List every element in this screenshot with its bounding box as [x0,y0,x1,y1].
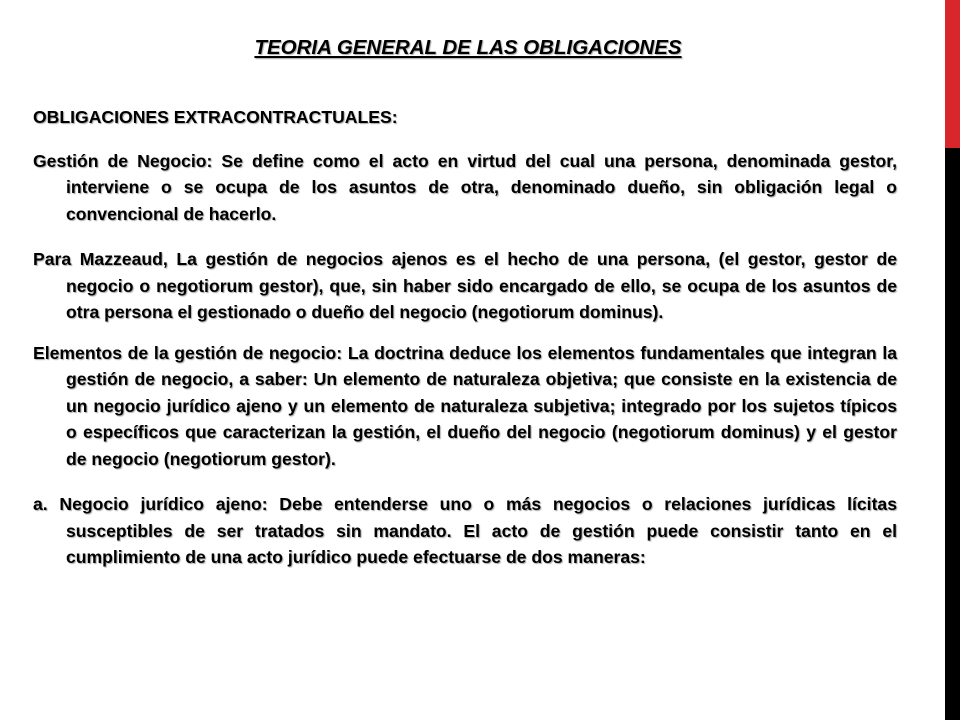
section-subheading: OBLIGACIONES EXTRACONTRACTUALES: [33,107,398,127]
slide-body [33,104,897,585]
side-accent-red-segment [945,0,960,148]
paragraph-mazzeaud: Para Mazzeaud, La gestión de negocios ajenos es el hecho de una persona, (el gestor, gestor de negocio o negotiorum gestor), que, sin haber sido encargado de ello, se ocupa de los asuntos de otra persona el gestionado o dueño del negocio (negotiorum dominus). [33,249,897,322]
slide-title: TEORIA GENERAL DE LAS OBLIGACIONES [254,36,682,59]
side-accent-bar [945,0,960,720]
paragraph-gestion-de-negocio: Gestión de Negocio: Se define como el acto en virtud del cual una persona, denominada gestor, interviene o se ocupa de los asuntos de otra, denominado dueño, sin obligación legal o convencional de hacerlo. [33,150,897,224]
paragraph-elementos: Elementos de la gestión de negocio: La doctrina deduce los elementos fundamentales que integran la gestión de negocio, a saber: Un elemento de naturaleza objetiva; que consiste en la existencia de un negocio jurídico ajeno y un elemento de naturaleza subjetiva; integrado por los sujetos típicos o específicos que caracterizan la gestión, el dueño del negocio (negotiorum dominus) y el gestor de negocio (negotiorum gestor). [33,342,897,469]
paragraph-negocio-juridico-ajeno: a. Negocio jurídico ajeno: Debe entenderse uno o más negocios o relaciones jurídicas lícitas susceptibles de ser tratados sin mandato. El acto de gestión puede consistir tanto en el cumplimiento de una acto jurídico puede efectuarse de dos maneras: [33,494,897,567]
